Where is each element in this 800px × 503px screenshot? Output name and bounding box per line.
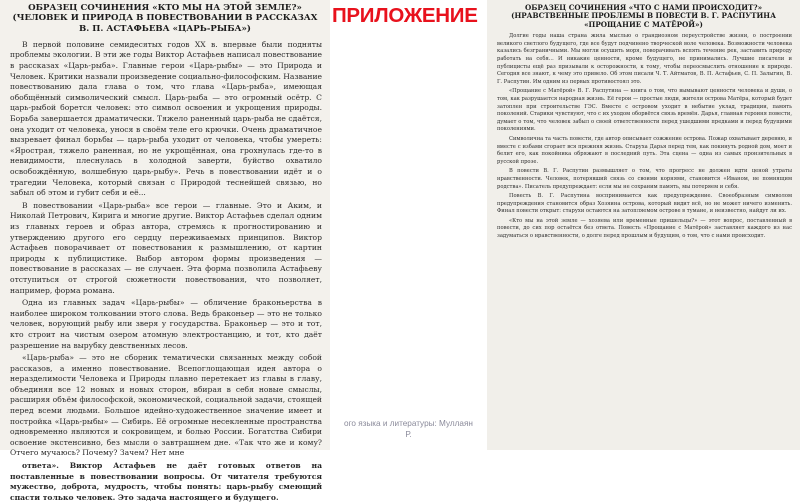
footer-author-initial: Р. bbox=[405, 430, 412, 439]
right-heading-line: (НРАВСТВЕННЫЕ ПРОБЛЕМЫ В ПОВЕСТИ В. Г. РАСПУТИНА bbox=[511, 11, 776, 21]
right-essay-body bbox=[497, 33, 792, 240]
left-essay-body bbox=[10, 40, 322, 503]
left-paragraph: В повествовании «Царь-рыба» все герои — главные. Это и Аким, и Николай Петрович, Кирига и многие другие. Виктор Астафьев сделал одним из главных героев и образ автора, стремясь к прогностированию и утверждению другого его сердцу переживаемых принципов. Виктор Астафьев поворачивает от повествования к размышлению, от картин природы к публицистике. Выбор автором формы произведения — повествование в рассказах — не случаен. Эта форма позволила Астафьеву отступиться от строгой сюжетности повествования, что позволяет, например, форма романа. bbox=[10, 200, 322, 295]
slide-footer bbox=[330, 418, 487, 450]
left-heading-line: (ЧЕЛОВЕК И ПРИРОДА В ПОВЕСТВОВАНИИ В РАССКАЗАХ bbox=[12, 13, 318, 24]
left-paragraph: Одна из главных задач «Царь-рыбы» — обличение браконьерства в наиболее широком толковании этого слова. Ведь браконьер — это не только человек, ворующий рыбу или зверя у государства. Браконьер — это и тот, кто строит на чистым озером атомную электростанцию, и тот, кто даёт разрешение на вырубку девственных лесов. bbox=[10, 298, 322, 350]
slide-title: ПРИЛОЖЕНИЕ bbox=[332, 1, 498, 31]
right-paragraph: «Кто мы на этой земле — хозяева или временные пришельцы?» — этот вопрос, поставленный в повести, до сих пор остаётся без ответа. Повесть «Прощание с Матёрой» заставляет каждого из нас задуматься о нравственности, о долге перед прошлым и будущим, о том, что с нами происходит. bbox=[497, 217, 792, 240]
right-paragraph: Повесть В. Г. Распутина воспринимается как предупреждение. Своеобразным символом предупреждения становится образ Хозяина острова, который видит всё, но не может ничего изменить. Финал повести открыт: старухи остаются на затопляемом острове в тумане, и неизвестно, найдут ли их. bbox=[497, 193, 792, 215]
right-paragraph: В повести В. Г. Распутин размышляет о том, что прогресс не должен идти ценой утраты нравственности. Человек, потерявший связь со своими корнями, становится «Иваном, не помнящим родства». Писатель предупреждает: если мы не сохраним память, мы потеряем и себя. bbox=[497, 168, 792, 190]
right-paragraph: Символична та часть повести, где автор описывает сожжение острова. Пожар охватывает деревню, и вместе с избами сгорает вся прежняя жизнь. Старуха Дарья перед тем, как покинуть родной дом, моет и белит его, как покойника обряжают в последний путь. Эта сцена — одна из самых пронзительных в русской прозе. bbox=[497, 135, 792, 165]
right-essay-page bbox=[487, 0, 800, 450]
left-heading-line: В. П. АСТАФЬЕВА «ЦАРЬ-РЫБА») bbox=[79, 23, 251, 34]
left-essay-heading bbox=[0, 0, 330, 34]
left-essay-page bbox=[0, 0, 330, 502]
center-band bbox=[330, 0, 487, 450]
left-paragraph: В первой половине семидесятых годов XX в. впервые были подняты проблемы экологии. В эти же годы Виктор Астафьев написал повествование в рассказах «Царь-рыба». Главные герои «Царь-рыбы» — это Природа и Человек. Критики назвали произведение социально-философским. Название повествованию дала глава о том, что глава «Царь-рыба», имеющая обобщённый символический смысл. Царь-рыба — это огромный осётр. С царь-рыбой борется человек: это символ освоения и укрощения природы. Борьба завершается драматически. Тяжело раненный царь-рыба не сдаётся, она уходит от человека, унося в своём теле его крючки. Очень драматичное вызревает финал борьбы — царь-рыба уходит от человека, чтобы умереть: «Ярострая, тяжело раненная, но не укрощённая, она грохнулась где-то в невидимости, плеснулась в холодной заверти, буйство охватило освобождённую, волшебную царь-рыбу». Речь в повествовании идёт и о трагедии Человека, который связан с Природой теснейшей связью, но забыл об этом и губит себя и её... bbox=[10, 39, 323, 198]
left-paragraph: «Царь-рыба» — это не сборник тематически связанных между собой рассказов, а именно повествование. Всепоглощающая идея автора о неразделимости Человека и Природы плавно перетекает из главы в главу, объединяя все 12 новых и новых сторон, вбирая в себя новые смыслы, расширяя объём философской, экономической, социальной задачи, стоящей перед всеми людьми. Большое идейно-художественное значение имеет и постройка «Царь-рыбы» — Сибирь. Её огромные несекленные пространства одновременно являются и сокровищем, и болью России. Богатства Сибири освоение экстенсивно, без мысли о завтрашнем дне. «Так что же и кому? Отчего мучаюсь? Почему? Зачем? Нет мне bbox=[10, 353, 322, 458]
left-paragraph: ответа». Виктор Астафьев не даёт готовых ответов на поставленные в повествовании вопросы. От читателя требуются мужество, доброта, мудрость, чтобы понять: царь-рыбу смеющий спасти только человек. Это задача настоящего и будущего. bbox=[10, 461, 322, 502]
right-essay-heading bbox=[487, 0, 800, 29]
footer-author-line: ого языка и литературы: Муллаян bbox=[344, 419, 473, 428]
right-paragraph: «Прощание с Матёрой» В. Г. Распутина — книга о том, что вымывают ценности человека и души, о том, как разрушается народная жизнь. Её герои — простые люди, жители острова Матёра, который будет затоплен при строительстве ГЭС. Вместе с островом уходит в небытие уклад, традиции, память поколений. Старики чувствуют, что с их уходом оборвётся связь времён. Дарья, главная героиня повести, думает о том, что человек забыл о своей ответственности перед ушедшими предками и перед будущими поколениями. bbox=[497, 88, 792, 133]
right-paragraph: Долгие годы наша страна жила мыслью о грандиозном переустройстве жизни, о построении великого светлого будущего, где все будут подчинено творческой воле человека. Возможности человека казались безграничными. Мы могли осушить моря, поворачивать вспять течение рек, заставить природу работать на себя... И никакие ценности, кроме будущего, не принимались. Лучшие писатели и публицисты ещё раз призывали к осторожности, к тому, чтобы переосмыслить отношение к природе. Сегодня все знают, к чему это привело. Об этом писали Ч. Т. Айтматов, В. П. Астафьев, С. П. Залыгин, В. Г. Распутин. Им одним из первых противостоял это. bbox=[497, 33, 792, 85]
right-heading-line: «ПРОЩАНИЕ С МАТЁРОЙ») bbox=[584, 19, 703, 29]
left-heading-line: ОБРАЗЕЦ СОЧИНЕНИЯ «КТО МЫ НА ЭТОЙ ЗЕМЛЕ?» bbox=[28, 3, 302, 13]
right-heading-line: ОБРАЗЕЦ СОЧИНЕНИЯ «ЧТО С НАМИ ПРОИСХОДИТ?» bbox=[524, 3, 763, 12]
